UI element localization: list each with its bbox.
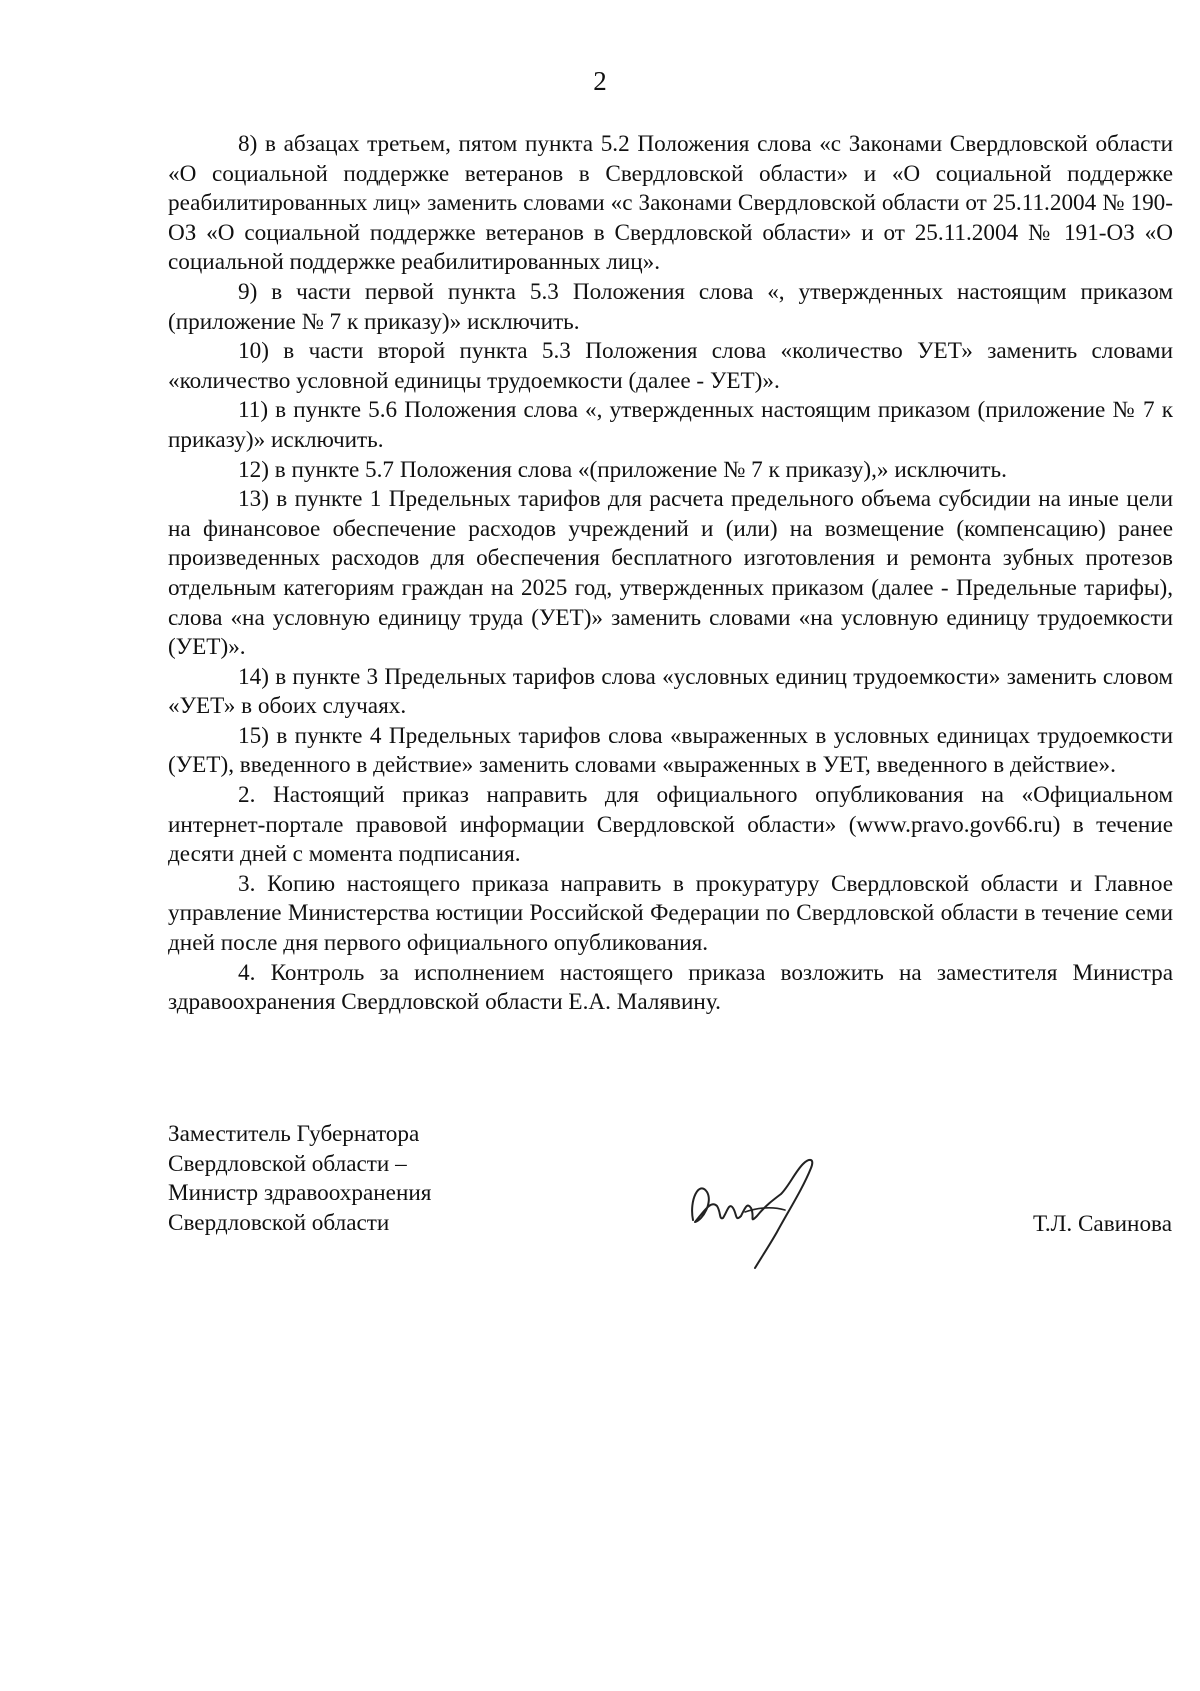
handwritten-signature [685,1150,835,1270]
paragraph-item-13: 13) в пункте 1 Предельных тарифов для расчета предельного объема субсидии на иные цели на финансовое обеспечение расходов учреждений и (или) на возмещение (компенсацию) ранее произведенных расходов для обеспечения бесплатного изготовления и ремонта зубных протезов отдельным категориям граждан на 2025 год, утвержденных приказом (далее - Предельные тарифы), слова «на условную единицу труда (УЕТ)» заменить словами «на условную единицу трудоемкости (УЕТ)». [168,486,1173,661]
paragraph-clause-4: 4. Контроль за исполнением настоящего приказа возложить на заместителя Министра здравоохранения Свердловской области Е.А. Малявину. [168,959,1173,1016]
paragraph-clause-3: 3. Копию настоящего приказа направить в прокуратуру Свердловской области и Главное управление Министерства юстиции Российской Федерации по Свердловской области в течение семи дней после дня первого официального опубликования. [168,870,1173,957]
paragraph-clause-2: 2. Настоящий приказ направить для официального опубликования на «Официальном интернет-портале правовой информации Свердловской области» (www.pravo.gov66.ru) в течение десяти дней с момента подписания. [168,782,1173,868]
signatory-position-line: Заместитель Губернатора [168,1121,420,1147]
paragraph-item-12: 12) в пункте 5.7 Положения слова «(приложение № 7 к приказу),» исключить. [238,456,1007,483]
signatory-position [168,1120,431,1238]
document-body [168,130,1173,1018]
paragraph-item-14: 14) в пункте 3 Предельных тарифов слова «условных единиц трудоемкости» заменить словом «УЕТ» в обоих случаях. [168,663,1173,720]
signatory-name: Т.Л. Савинова [1032,1211,1172,1237]
signatory-position-line: Свердловской области [168,1209,390,1236]
signatory-position-line: Министр здравоохранения [168,1180,432,1207]
paragraph-item-8: 8) в абзацах третьем, пятом пункта 5.2 Положения слова «с Законами Свердловской области «О социальной поддержке ветеранов в Свердловской области» и «О социальной поддержке реабилитированных лиц» заменить словами «с Законами Свердловской области от 25.11.2004 № 190-ОЗ «О социальной поддержке ветеранов в Свердловской области» и от 25.11.2004 № 191-ОЗ «О социальной поддержке реабилитированных лиц». [168,131,1173,276]
paragraph-item-11: 11) в пункте 5.6 Положения слова «, утвержденных настоящим приказом (приложение № 7 к приказу)» исключить. [168,397,1173,453]
page-number: 2 [593,66,607,96]
paragraph-item-15: 15) в пункте 4 Предельных тарифов слова «выраженных в условных единицах трудоемкости (УЕТ), введенного в действие» заменить словами «выраженных в УЕТ, введенного в действие». [168,722,1173,779]
signatory-position-line: Свердловской области – [168,1150,407,1177]
paragraph-item-9: 9) в части первой пункта 5.3 Положения слова «, утвержденных настоящим приказом (приложение № 7 к приказу)» исключить. [168,278,1173,335]
paragraph-item-10: 10) в части второй пункта 5.3 Положения слова «количество УЕТ» заменить словами «количество условной единицы трудоемкости (далее - УЕТ)». [168,338,1173,394]
